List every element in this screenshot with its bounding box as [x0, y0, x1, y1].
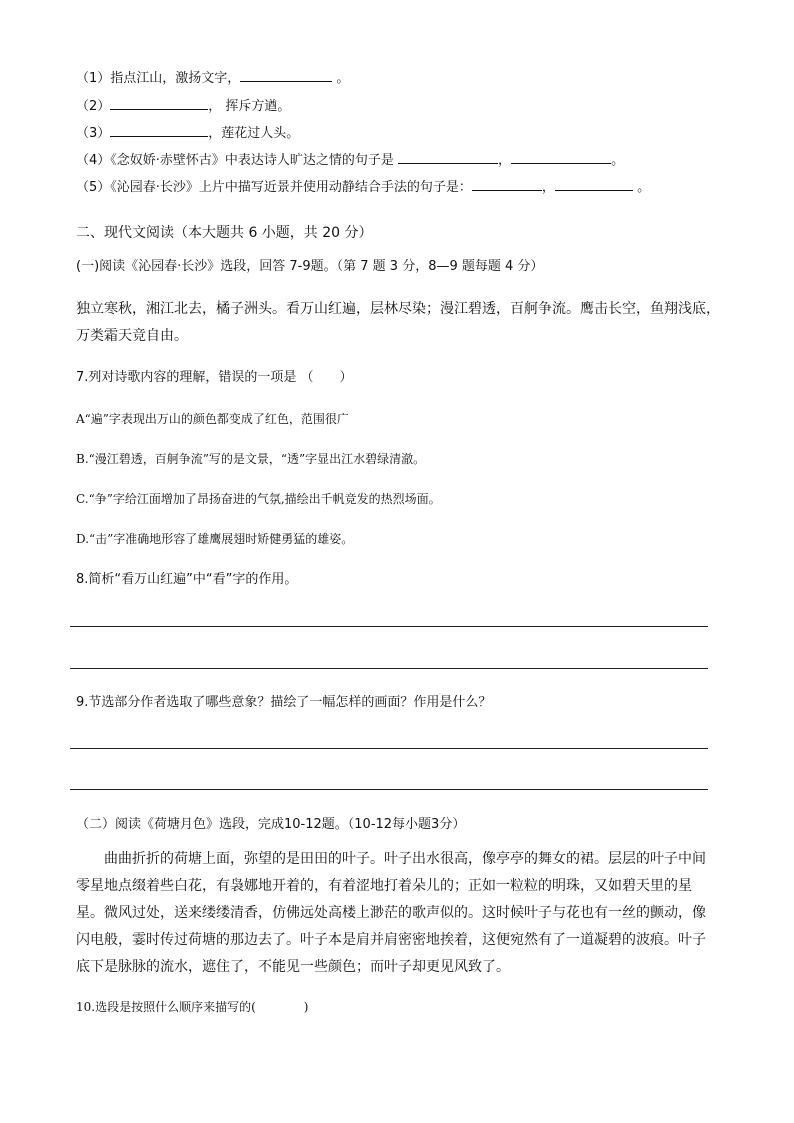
- section-title: 二、现代文阅读（本大题共 6 小题，共 20 分）: [76, 225, 373, 241]
- question-7-stem: 7.列对诗歌内容的理解，错误的一项是 （ ）: [76, 370, 353, 385]
- fill-question-2: （2） ， 挥斥方遒。: [76, 99, 291, 114]
- answer-blank[interactable]: [398, 151, 498, 164]
- answer-blank[interactable]: [240, 69, 332, 82]
- fill-question-4: （4）《念奴娇·赤壁怀古》中表达诗人旷达之情的句子是 ， 。: [76, 153, 625, 168]
- option-b[interactable]: B.“漫江碧透，百舸争流”写的是文景，“透”字显出江水碧绿清澈。: [76, 452, 426, 466]
- answer-line[interactable]: [70, 748, 708, 749]
- answer-blank[interactable]: [555, 178, 633, 191]
- option-c[interactable]: C.“争”字给江面增加了昂扬奋进的气氛,描绘出千帆竞发的热烈场面。: [76, 492, 441, 506]
- part1-intro: (一)阅读《沁园春·长沙》选段，回答 7-9题。（第 7 题 3 分，8—9 题每题 4 分）: [76, 259, 544, 274]
- fill-question-3: （3） ，莲花过人头。: [76, 126, 300, 141]
- question-8: 8.简析“看万山红遍”中“看”字的作用。: [76, 572, 298, 587]
- option-d[interactable]: D.“击”字准确地形容了雄鹰展翅时矫健勇猛的雄姿。: [76, 532, 354, 546]
- answer-blank[interactable]: [110, 97, 208, 110]
- answer-blank[interactable]: [110, 124, 208, 137]
- option-a[interactable]: A“遍”字表现出万山的颜色都变成了红色，范围很广: [76, 412, 349, 426]
- answer-line[interactable]: [70, 668, 708, 669]
- part2-intro: （二）阅读《荷塘月色》选段，完成10-12题。（10-12每小题3分）: [76, 817, 466, 832]
- question-9: 9.节选部分作者选取了哪些意象？描绘了一幅怎样的画面？作用是什么？: [76, 695, 492, 710]
- poem-excerpt: 独立寒秋，湘江北去，橘子洲头。看万山红遍，层林尽染；漫江碧透，百舸争流。鹰击长空，鱼翔浅底，万类霜天竞自由。: [76, 301, 720, 344]
- answer-blank[interactable]: [472, 178, 542, 191]
- answer-line[interactable]: [70, 626, 708, 627]
- fill-question-1: （1）指点江山，激扬文字， 。: [76, 71, 350, 86]
- question-10: 10.选段是按照什么顺序来描写的( ): [76, 1000, 309, 1014]
- fill-question-5: （5）《沁园春·长沙》上片中描写近景并使用动静结合手法的句子是： ， 。: [76, 180, 651, 195]
- answer-blank[interactable]: [511, 151, 611, 164]
- answer-line[interactable]: [70, 789, 708, 790]
- lotus-passage: 曲曲折折的荷塘上面，弥望的是田田的叶子。叶子出水很高，像亭亭的舞女的裙。层层的叶子中间零星地点缀着些白花，有袅娜地开着的，有着涩地打着朵儿的；正如一粒粒的明珠，又如碧天里的星星。微风过处，送来缕缕清香，仿佛远处高楼上渺茫的歌声似的。这时候叶子与花也有一丝的颤动，像闪电般，霎时传过荷塘的那边去了。叶子本是肩并肩密密地挨着，这便宛然有了一道凝碧的波痕。叶子底下是脉脉的流水，遮住了，不能见一些颜色；而叶子却更见风致了。: [76, 851, 706, 975]
